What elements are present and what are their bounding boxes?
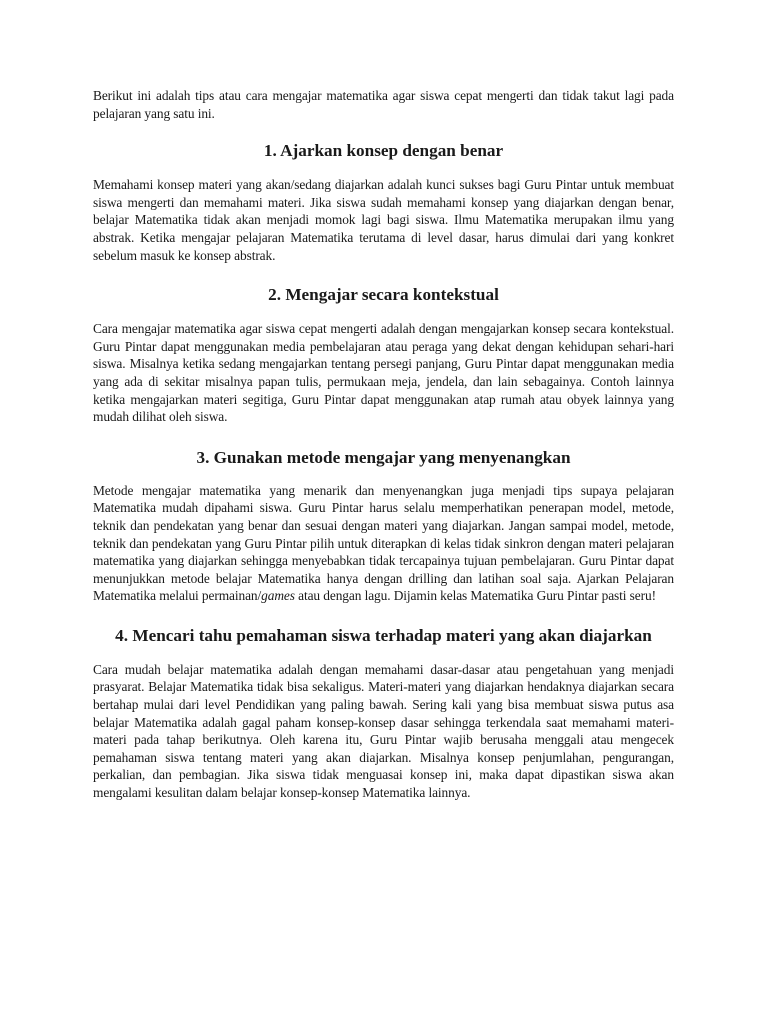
section-2-heading: 2. Mengajar secara kontekstual: [268, 285, 499, 305]
document-page: [93, 87, 674, 802]
section-3-body-text: Metode mengajar matematika yang menarik dan menyenangkan juga menjadi tips supaya pelajaran Matematika mudah dipahami siswa. Guru Pintar harus selalu memperhatikan penerapan model, metode, teknik dan pendekatan yang benar dan sesuai dengan materi yang diajarkan. Jangan sampai model, metode, teknik dan pendekatan yang Guru Pintar pilih untuk diterapkan di kelas tidak sinkron dengan materi pelajaran matematika yang diajarkan sehingga menyebabkan tidak tercapainya tujuan pembelajaran. Guru Pintar dapat menunjukkan metode belajar Matematika hanya dengan drilling dan latihan soal saja. Ajarkan Pelajaran Matematika melalui permainan/: [93, 482, 674, 604]
section-1-body: Memahami konsep materi yang akan/sedang diajarkan adalah kunci sukses bagi Guru Pintar untuk membuat siswa mengerti dan memahami materi. Jika siswa sudah memahami konsep yang diajarkan dengan benar, belajar Matematika tidak akan menjadi momok lagi bagi siswa. Ilmu Matematika merupakan ilmu yang abstrak. Ketika mengajar pelajaran Matematika terutama di level dasar, harus dimulai dari yang konkret sebelum masuk ke konsep abstrak.: [93, 177, 674, 263]
section-3-body-text-end: atau dengan lagu. Dijamin kelas Matematika Guru Pintar pasti seru!: [294, 588, 656, 604]
section-1-heading: 1. Ajarkan konsep dengan benar: [263, 141, 504, 161]
section-3-heading: 3. Gunakan metode mengajar yang menyenangkan: [196, 447, 571, 467]
section-3-body-italic: games: [261, 588, 295, 604]
section-4-heading: 4. Mencari tahu pemahaman siswa terhadap materi yang akan diajarkan: [115, 625, 652, 645]
intro-paragraph: Berikut ini adalah tips atau cara mengajar matematika agar siswa cepat mengerti dan tidak takut lagi pada pelajaran yang satu ini.: [93, 88, 674, 121]
section-3-body: [93, 482, 674, 605]
section-4-body: Cara mudah belajar matematika adalah dengan memahami dasar-dasar atau pengetahuan yang menjadi prasyarat. Belajar Matematika tidak bisa sekaligus. Materi-materi yang diajarkan hendaknya diajarkan secara bertahap mulai dari level Pendidikan yang paling bawah. Sering kali yang bisa membuat siswa putus asa belajar Matematika adalah gagal paham konsep-konsep dasar sehingga terkendala saat memahami materi-materi pada tahap berikutnya. Oleh karena itu, Guru Pintar wajib berusaha menggali atau mengecek pemahaman siswa tentang materi yang akan diajarkan. Misalnya konsep penjumlahan, pengurangan, perkalian, dan pembagian. Jika siswa tidak menguasai konsep ini, maka dapat dipastikan siswa akan mengalami kesulitan dalam belajar konsep-konsep Matematika lainnya.: [93, 661, 674, 801]
section-2-body: Cara mengajar matematika agar siswa cepat mengerti adalah dengan mengajarkan konsep secara kontekstual. Guru Pintar dapat menggunakan media pembelajaran atau peraga yang dekat dengan kehidupan sehari-hari siswa. Misalnya ketika sedang mengajarkan tentang persegi panjang, Guru Pintar dapat menggunakan media yang ada di sekitar misalnya papan tulis, permukaan meja, jendela, dan lain sebagainya. Contoh lainnya ketika mengajarkan materi segitiga, Guru Pintar dapat menggunakan atap rumah atau obyek lainnya yang mudah dilihat oleh siswa.: [93, 321, 674, 425]
